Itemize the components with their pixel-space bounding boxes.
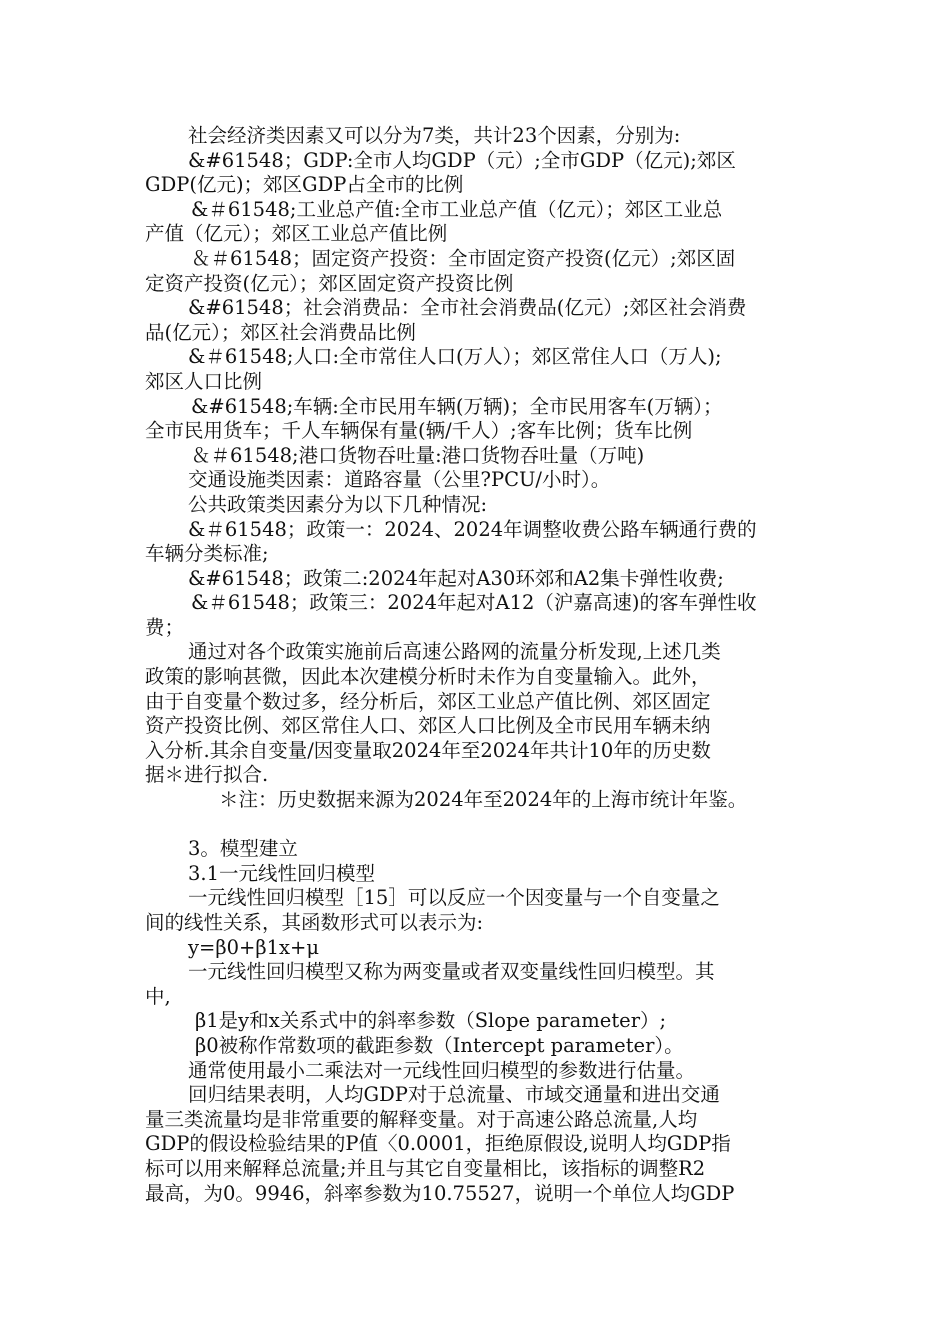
text-line: 一元线性回归模型又称为两变量或者双变量线性回归模型。其 (188, 960, 715, 984)
text-line: &＃61548;工业总产值:全市工业总产值（亿元）；郊区工业总 (191, 197, 723, 221)
text-line: ＆＃61548；固定资产投资：全市固定资产投资(亿元）;郊区固 (191, 246, 736, 270)
text-line: GDP的假设检验结果的P值〈0.0001，拒绝原假设,说明人均GDP指 (145, 1132, 731, 1156)
text-line: 郊区人口比例 (145, 369, 263, 393)
text-line: 政策的影响甚微，因此本次建模分析时未作为自变量输入。此外， (145, 665, 711, 689)
text-line: ＊注：历史数据来源为2024年至2024年的上海市统计年鉴。 (219, 788, 748, 812)
text-line: 通过对各个政策实施前后高速公路网的流量分析发现,上述几类 (188, 640, 721, 664)
text-line: 费； (145, 615, 185, 639)
text-line: 回归结果表明，人均GDP对于总流量、市域交通量和进出交通 (188, 1083, 720, 1107)
text-line: 3.1一元线性回归模型 (188, 861, 376, 885)
text-line: &＃61548；政策三：2024年起对A12（沪嘉高速)的客车弹性收 (191, 591, 757, 615)
text-line: 公共政策类因素分为以下几种情况: (188, 492, 488, 516)
text-line: &#61548；社会消费品：全市社会消费品(亿元）;郊区社会消费 (188, 296, 747, 320)
text-line: 定资产投资(亿元）；郊区固定资产投资比例 (145, 271, 514, 295)
text-line: ＆＃61548;港口货物吞吐量:港口货物吞吐量（万吨) (191, 443, 645, 467)
text-line: &#61548；GDP:全市人均GDP（元）;全市GDP（亿元);郊区 (188, 148, 736, 172)
text-line: 最高，为0。9946，斜率参数为10.75527，说明一个单位人均GDP (145, 1181, 735, 1205)
blank-line (145, 813, 813, 838)
text-line: 由于自变量个数过多，经分析后，郊区工业总产值比例、郊区固定 (145, 689, 711, 713)
text-line: &＃61548;人口:全市常住人口(万人）；郊区常住人口（万人); (188, 345, 722, 369)
text-line: &#61548；政策二:2024年起对A30环郊和A2集卡弹性收费; (188, 566, 724, 590)
text-line: 交通设施类因素：道路容量（公里?PCU/小时）。 (188, 468, 611, 492)
text-line: &＃61548；政策一：2024、2024年调整收费公路车辆通行费的 (188, 517, 757, 541)
text-line: 中, (145, 984, 171, 1008)
text-line: 车辆分类标准; (145, 542, 269, 566)
text-line: 资产投资比例、郊区常住人口、郊区人口比例及全市民用车辆未纳 (145, 714, 711, 738)
text-line: 据＊进行拟合. (145, 763, 269, 787)
text-line: y=β0+β1x+μ (188, 935, 320, 959)
text-line: 间的线性关系，其函数形式可以表示为: (145, 911, 484, 934)
text-line: 社会经济类因素又可以分为7类，共计23个因素，分别为: (188, 124, 681, 147)
text-line: 一元线性回归模型［15］可以反应一个因变量与一个自变量之 (188, 886, 720, 910)
text-line: β1是y和x关系式中的斜率参数（Slope parameter）; (195, 1009, 667, 1033)
text-line: 3。模型建立 (188, 837, 298, 861)
text-line: 品(亿元）；郊区社会消费品比例 (145, 320, 416, 344)
text-line: &#61548;车辆:全市民用车辆(万辆)；全市民用客车(万辆）； (191, 394, 723, 418)
text-line: 标可以用来解释总流量;并且与其它自变量相比，该指标的调整R2 (145, 1156, 706, 1180)
text-line: 量三类流量均是非常重要的解释变量。对于高速公路总流量,人均 (145, 1107, 698, 1131)
text-line: GDP(亿元)；郊区GDP占全市的比例 (145, 173, 464, 197)
text-line: 通常使用最小二乘法对一元线性回归模型的参数进行估量。 (188, 1058, 696, 1082)
text-line: 入分析.其余自变量/因变量取2024年至2024年共计10年的历史数 (145, 738, 711, 762)
document-page (145, 124, 813, 1206)
text-line: 产值（亿元）；郊区工业总产值比例 (145, 222, 448, 246)
text-line: 全市民用货车；千人车辆保有量(辆/千人）;客车比例；货车比例 (145, 419, 693, 443)
text-line: β0被称作常数项的截距参数（Intercept parameter）。 (195, 1033, 684, 1057)
